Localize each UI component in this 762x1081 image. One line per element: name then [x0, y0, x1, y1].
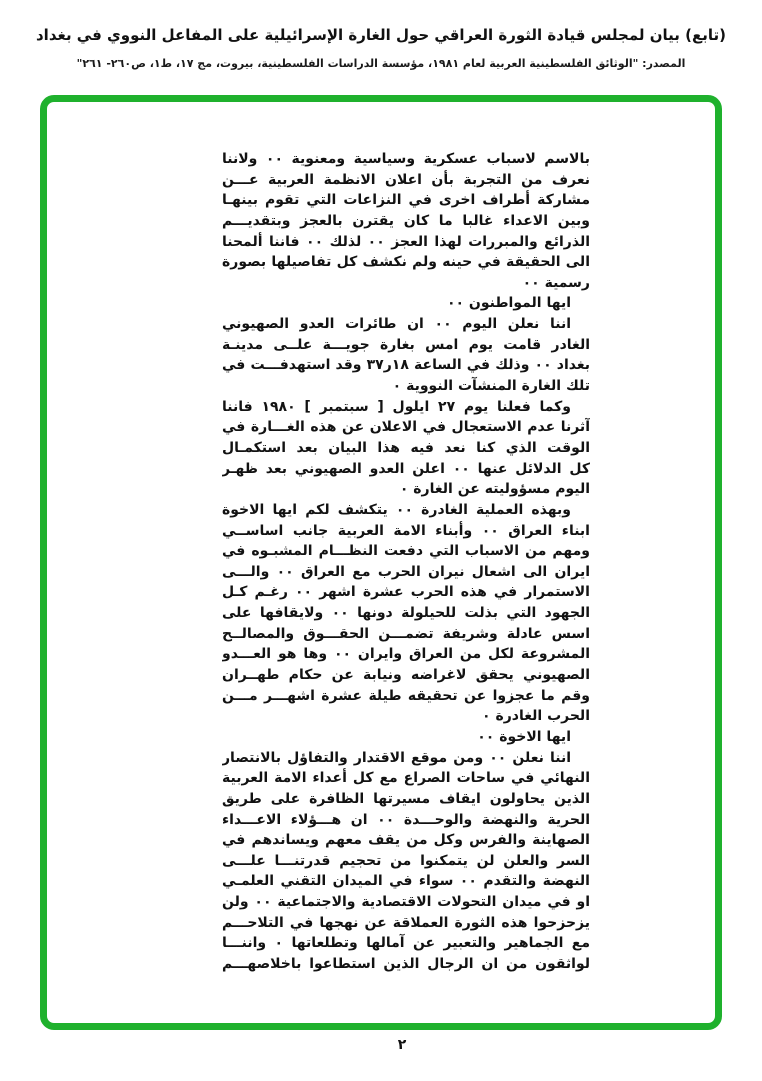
text-line: وقم ما عجزوا عن تحقيقه طيلة عشرة اشهـــر مـــن: [222, 687, 590, 704]
text-line: رسمية ٠٠: [522, 274, 590, 291]
text-line: ومهم من الاسباب التي دفعت النظـــام المشبـوه في: [222, 543, 590, 560]
text-line: يزحزحوا هذه الثورة العملاقة عن نهجها في التلاحـــم: [222, 914, 590, 931]
text-line: الحرب الغادرة ٠: [482, 708, 590, 725]
text-line: اليوم مسؤوليته عن الغارة ٠: [399, 481, 590, 498]
text-line: ايها المواطنون ٠٠: [446, 295, 571, 312]
text-line: ابناء العراق ٠٠ وأبناء الامة العربية جانب اساســي: [222, 522, 590, 539]
text-line: آثرنا عدم الاستعجال في الاعلان عن هذه الغـــارة في: [222, 419, 590, 436]
text-line: لواثقون من ان الرجال الذين استطاعوا باخلاصهـــم: [222, 955, 590, 972]
text-line: السر والعلن لن يتمكنوا من تحجيم قدرتنـــا علـــى: [222, 852, 590, 869]
text-line: النهائي في ساحات الصراع مع كل أعداء الامة العربية: [222, 770, 590, 787]
text-line: بغداد ٠٠ وذلك في الساعة ١٨ر٣٧ وقد استهدفـــت في: [222, 357, 590, 374]
page-number: ٢: [397, 1037, 407, 1053]
text-line: مع الجماهير والتعبير عن آمالها وتطلعاتها ٠ واننـــا: [222, 935, 590, 952]
text-line: الحرية والنهضة والوحـــدة ٠٠ ان هـــؤلاء الاعـــداء: [222, 811, 590, 828]
text-line: المشروعة لكل من العراق وايران ٠٠ وها هو العـــدو: [222, 646, 590, 663]
text-line: الغادر قامت يوم امس بغارة جويـــة علــى مدينـة: [222, 336, 590, 353]
text-line: ايها الاخوة ٠٠: [477, 728, 571, 745]
text-line: او في ميدان التحولات الاقتصادية والاجتماعية ٠٠ ولن: [222, 894, 590, 911]
text-line: الذرائع والمبررات لهذا العجز ٠٠ لذلك ٠٠ فاننا ألمحنا: [222, 233, 590, 250]
text-line: وبهذه العملية الغادرة ٠٠ يتكشف لكم ايها الاخوة: [222, 501, 571, 518]
source-citation: المصدر: "الوثائق الفلسطينية العربية لعام ١٩٨١، مؤسسة الدراسات الفلسطينية، بيروت، مج ١٧، ط١، ص٢٦٠- ٢٦١": [76, 57, 686, 70]
body-text: [222, 149, 590, 975]
text-line: الاستمرار في هذه الحرب عشرة اشهر ٠٠ رغـم كـل: [222, 584, 590, 601]
text-line: الذين يحاولون ايقاف مسيرتها الظافرة على طريق: [222, 790, 590, 807]
text-line: وكما فعلنا يوم ٢٧ ايلول [ سبتمبر ] ١٩٨٠ فاننا: [222, 398, 571, 415]
text-line: الصهيوني يحقق لاغراضه ونيابة عن حكام طهــران: [222, 667, 590, 684]
text-line: الى الحقيقة في حينه ولم نكشف كل تفاصيلها بصورة: [222, 254, 590, 271]
text-line: مشاركة أطراف اخرى في النزاعات التي تقوم بينهـا: [222, 192, 590, 209]
text-line: النهضة والتقدم ٠٠ سواء في الميدان التقني العلمـي: [222, 873, 590, 890]
text-line: بالاسم لاسباب عسكرية وسياسية ومعنوية ٠٠ ولاننا: [222, 151, 590, 167]
page-title: (تابع) بيان لمجلس قيادة الثورة العراقي حول الغارة الإسرائيلية على المفاعل النووي في بغداد: [35, 26, 727, 44]
text-line: وبين الاعداء غالبا ما كان يقترن بالعجز وبتقديـــم: [222, 212, 590, 229]
text-line: اننا نعلن اليوم ٠٠ ان طائرات العدو الصهيوني: [222, 316, 571, 333]
text-line: كل الدلائل عنها ٠٠ اعلن العدو الصهيوني بعد ظهـر: [222, 460, 590, 477]
text-line: اسس عادلة وشريفة تضمـــن الحقـــوق والمصالــح: [222, 625, 590, 642]
text-line: اننا نعلن ٠٠ ومن موقع الاقتدار والتفاؤل بالانتصار: [222, 749, 571, 766]
text-line: تلك الغارة المنشآت النووية ٠: [392, 378, 590, 395]
text-line: ايران الى اشعال نيران الحرب مع العراق ٠٠ والـــى: [222, 563, 590, 580]
text-line: الصهاينة والفرس وكل من يقف معهم ويساندهم في: [222, 832, 590, 849]
text-line: نعرف من التجربة بأن اعلان الانظمة العربية عـــن: [222, 171, 590, 188]
text-line: الوقت الذي كنا نعد فيه هذا البيان بعد استكمـال: [222, 439, 590, 456]
text-line: الجهود التي بذلت للحيلولة دونها ٠٠ ولايقافها على: [222, 605, 590, 622]
